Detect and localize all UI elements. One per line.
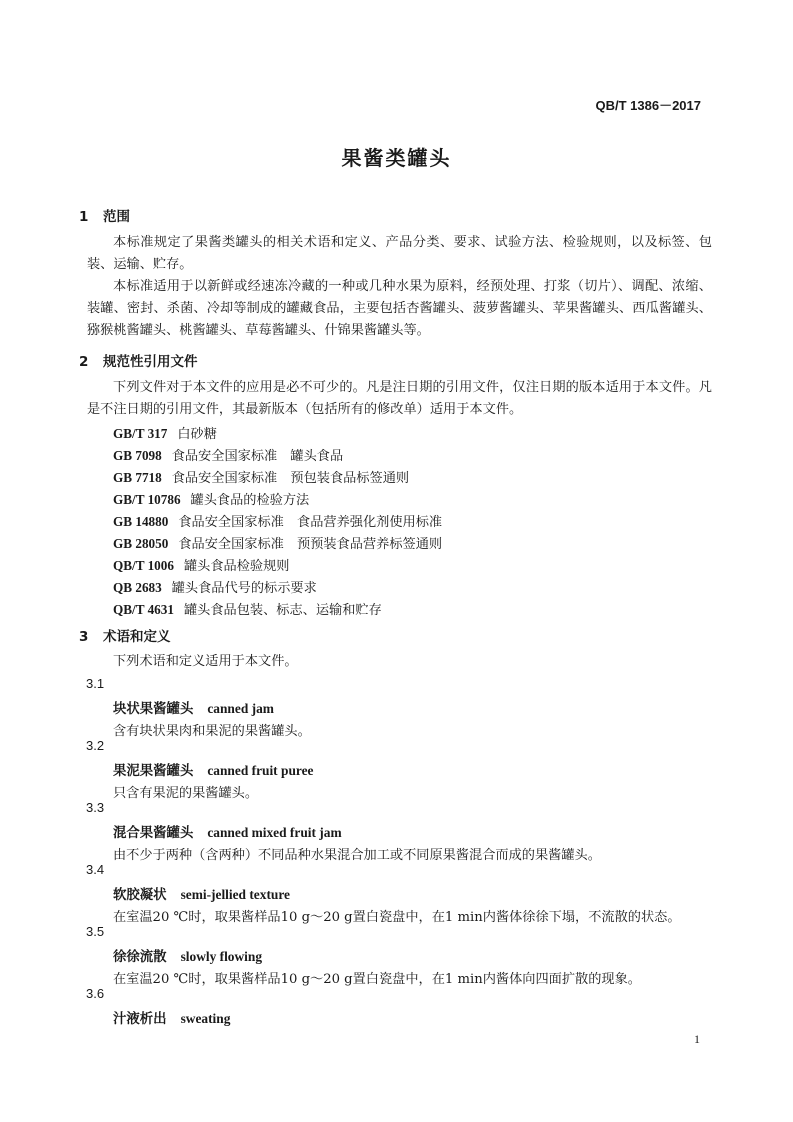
term-english: canned mixed fruit jam bbox=[207, 825, 342, 840]
scope-paragraph-2: 本标准适用于以新鲜或经速冻冷藏的一种或几种水果为原料，经预处理、打浆（切片）、调配、浓缩、装罐、密封、杀菌、冷却等制成的罐藏食品，主要包括杏酱罐头、菠萝酱罐头、苹果酱罐头、西瓜酱罐头、猕猴桃酱罐头、桃酱罐头、草莓酱罐头、什锦果酱罐头等。 bbox=[87, 279, 712, 338]
reference-item bbox=[113, 533, 442, 552]
term-number: 3.3 bbox=[86, 800, 105, 815]
reference-code: QB/T 4631 bbox=[113, 602, 174, 617]
term-definition: 由不少于两种（含两种）不同品种水果混合加工或不同原果酱混合而成的果酱罐头。 bbox=[113, 848, 601, 863]
reference-code: GB 28050 bbox=[113, 536, 169, 551]
term-chinese: 徐徐流散 bbox=[113, 950, 167, 965]
reference-item bbox=[113, 467, 409, 486]
reference-title: 罐头食品的检验方法 bbox=[190, 493, 310, 508]
term-number: 3.5 bbox=[86, 924, 105, 939]
reference-title: 罐头食品检验规则 bbox=[183, 559, 290, 574]
reference-item bbox=[113, 489, 309, 508]
section-1-heading bbox=[79, 205, 130, 225]
reference-code: GB 14880 bbox=[113, 514, 169, 529]
page-number: 1 bbox=[694, 1032, 700, 1046]
reference-title: 罐头食品包装、标志、运输和贮存 bbox=[183, 603, 382, 618]
reference-code: QB 2683 bbox=[113, 580, 162, 595]
reference-item bbox=[113, 423, 217, 442]
scope-paragraph-1: 本标准规定了果酱类罐头的相关术语和定义、产品分类、要求、试验方法、检验规则，以及标签、包装、运输、贮存。 bbox=[87, 235, 712, 272]
section-title: 规范性引用文件 bbox=[103, 354, 198, 370]
reference-item bbox=[113, 511, 442, 530]
reference-title: 食品安全国家标准 预包装食品标签通则 bbox=[171, 471, 410, 486]
section-number: 2 bbox=[79, 354, 89, 370]
reference-title: 食品安全国家标准 食品营养强化剂使用标准 bbox=[178, 515, 443, 530]
term-entry bbox=[113, 884, 290, 903]
reference-title: 罐头食品代号的标示要求 bbox=[171, 581, 317, 596]
term-english: sweating bbox=[180, 1011, 231, 1026]
reference-title: 白砂糖 bbox=[177, 427, 217, 442]
term-definition: 只含有果泥的果酱罐头。 bbox=[113, 786, 259, 801]
references-intro: 下列文件对于本文件的应用是必不可少的。凡是注日期的引用文件，仅注日期的版本适用于本文件。凡是不注日期的引用文件，其最新版本（包括所有的修改单）适用于本文件。 bbox=[87, 380, 712, 417]
section-3-heading bbox=[79, 625, 171, 645]
term-number: 3.2 bbox=[86, 738, 105, 753]
section-title: 术语和定义 bbox=[103, 629, 171, 645]
section-number: 3 bbox=[79, 629, 89, 645]
reference-item bbox=[113, 599, 382, 618]
term-definition: 含有块状果肉和果泥的果酱罐头。 bbox=[113, 724, 311, 739]
term-entry bbox=[113, 1008, 230, 1027]
term-chinese: 汁液析出 bbox=[113, 1012, 167, 1027]
term-entry bbox=[113, 822, 342, 841]
terms-intro: 下列术语和定义适用于本文件。 bbox=[113, 654, 298, 669]
reference-code: GB/T 317 bbox=[113, 426, 168, 441]
standard-code: QB/T 1386－2017 bbox=[595, 98, 701, 113]
reference-item bbox=[113, 555, 289, 574]
term-definition: 在室温20 ℃时，取果酱样品10 g～20 g置白瓷盘中，在1 min内酱体向四面扩散的现象。 bbox=[113, 972, 641, 987]
term-chinese: 混合果酱罐头 bbox=[113, 826, 194, 841]
reference-code: GB/T 10786 bbox=[113, 492, 181, 507]
section-number: 1 bbox=[79, 209, 89, 225]
section-title: 范围 bbox=[103, 209, 130, 225]
term-english: canned fruit puree bbox=[207, 763, 314, 778]
term-definition: 在室温20 ℃时，取果酱样品10 g～20 g置白瓷盘中，在1 min内酱体徐徐下塌，不流散的状态。 bbox=[113, 910, 681, 925]
reference-title: 食品安全国家标准 预预装食品营养标签通则 bbox=[178, 537, 443, 552]
term-number: 3.1 bbox=[86, 676, 105, 691]
term-entry bbox=[113, 946, 262, 965]
term-chinese: 块状果酱罐头 bbox=[113, 702, 194, 717]
term-english: slowly flowing bbox=[180, 949, 263, 964]
reference-title: 食品安全国家标准 罐头食品 bbox=[171, 449, 344, 464]
reference-code: GB 7718 bbox=[113, 470, 162, 485]
term-number: 3.4 bbox=[86, 862, 105, 877]
term-english: canned jam bbox=[207, 701, 274, 716]
reference-item bbox=[113, 445, 343, 464]
term-chinese: 软胶凝状 bbox=[113, 888, 167, 903]
reference-item bbox=[113, 577, 317, 596]
section-2-heading bbox=[79, 350, 198, 370]
term-number: 3.6 bbox=[86, 986, 105, 1001]
reference-code: QB/T 1006 bbox=[113, 558, 174, 573]
term-chinese: 果泥果酱罐头 bbox=[113, 764, 194, 779]
term-entry bbox=[113, 760, 313, 779]
term-english: semi-jellied texture bbox=[180, 887, 291, 902]
term-entry bbox=[113, 698, 274, 717]
reference-code: GB 7098 bbox=[113, 448, 162, 463]
document-title: 果酱类罐头 bbox=[341, 146, 452, 170]
